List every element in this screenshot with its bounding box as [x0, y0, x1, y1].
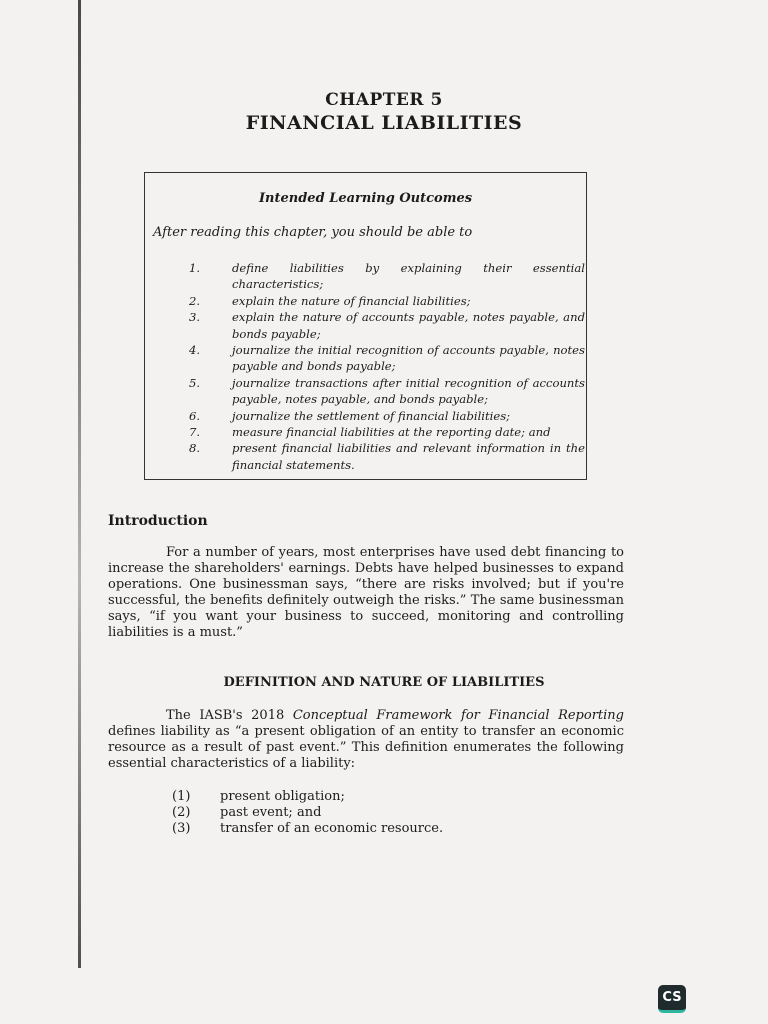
characteristic-item	[172, 805, 443, 821]
characteristics-list	[172, 789, 443, 837]
characteristic-item	[172, 821, 443, 837]
characteristic-number: (1)	[172, 789, 191, 804]
camscanner-logo-icon: CS	[658, 985, 686, 1013]
outcome-number: 6.	[188, 408, 200, 423]
outcome-text: explain the nature of accounts payable, notes payable, and bonds payable;	[232, 310, 585, 341]
outcome-number: 4.	[188, 343, 200, 358]
outcome-text: present financial liabilities and relevant information in the financial statements.	[232, 441, 585, 472]
outcome-item	[145, 309, 586, 342]
outcome-number: 5.	[188, 375, 200, 390]
characteristic-number: (2)	[172, 805, 191, 820]
outcome-text: define liabilities by explaining their essential characteristics;	[232, 261, 585, 292]
outcome-item	[145, 293, 586, 309]
definition-text-end: defines liability as “a present obligation of an entity to transfer an economic resource as a result of past event.” This definition enumerates the following essential characteristics of a liability:	[108, 724, 624, 771]
definition-paragraph	[108, 708, 624, 772]
outcome-item	[145, 408, 586, 424]
characteristic-item	[172, 789, 443, 805]
outcome-number: 2.	[188, 293, 200, 308]
introduction-heading: Introduction	[108, 513, 208, 529]
characteristic-text: present obligation;	[220, 789, 345, 804]
outcome-item	[145, 424, 586, 440]
framework-title: Conceptual Framework for Financial Reporting	[292, 708, 624, 723]
page-binding-edge	[78, 0, 81, 968]
introduction-paragraph: For a number of years, most enterprises have used debt financing to increase the shareholders' earnings. Debts have helped businesses to expand operations. One businessman says, “there are risks involved; but if you're successful, the benefits definitely outweigh the risks.” The same businessman says, “if you want your business to succeed, monitoring and controlling liabilities is a must.”	[108, 545, 624, 640]
chapter-number: CHAPTER 5	[325, 90, 443, 110]
definition-text-start: The IASB's 2018	[166, 708, 293, 723]
outcome-text: journalize the settlement of financial liabilities;	[232, 408, 511, 423]
definition-heading: DEFINITION AND NATURE OF LIABILITIES	[223, 675, 545, 690]
outcome-text: measure financial liabilities at the reporting date; and	[232, 425, 551, 440]
outcome-item	[145, 342, 586, 375]
characteristic-text: transfer of an economic resource.	[220, 821, 444, 836]
outcome-item	[145, 440, 586, 473]
outcomes-intro: After reading this chapter, you should be able to	[153, 225, 473, 240]
outcome-number: 8.	[188, 441, 200, 456]
outcome-number: 1.	[188, 261, 200, 275]
outcome-text: journalize transactions after initial recognition of accounts payable, notes payable, and bonds payable;	[232, 375, 585, 407]
outcome-item	[145, 260, 586, 293]
outcome-number: 7.	[188, 425, 200, 440]
outcome-list	[145, 260, 586, 473]
learning-outcomes-box	[144, 172, 587, 480]
outcome-text: journalize the initial recognition of accounts payable, notes payable and bonds payable;	[232, 343, 585, 374]
outcome-text: explain the nature of financial liabilities;	[232, 293, 471, 308]
outcome-number: 3.	[188, 310, 200, 325]
outcome-item	[145, 375, 586, 408]
outcomes-title: Intended Learning Outcomes	[258, 191, 473, 206]
chapter-title: FINANCIAL LIABILITIES	[245, 112, 523, 134]
characteristic-text: past event; and	[220, 805, 322, 820]
characteristic-number: (3)	[172, 821, 191, 836]
